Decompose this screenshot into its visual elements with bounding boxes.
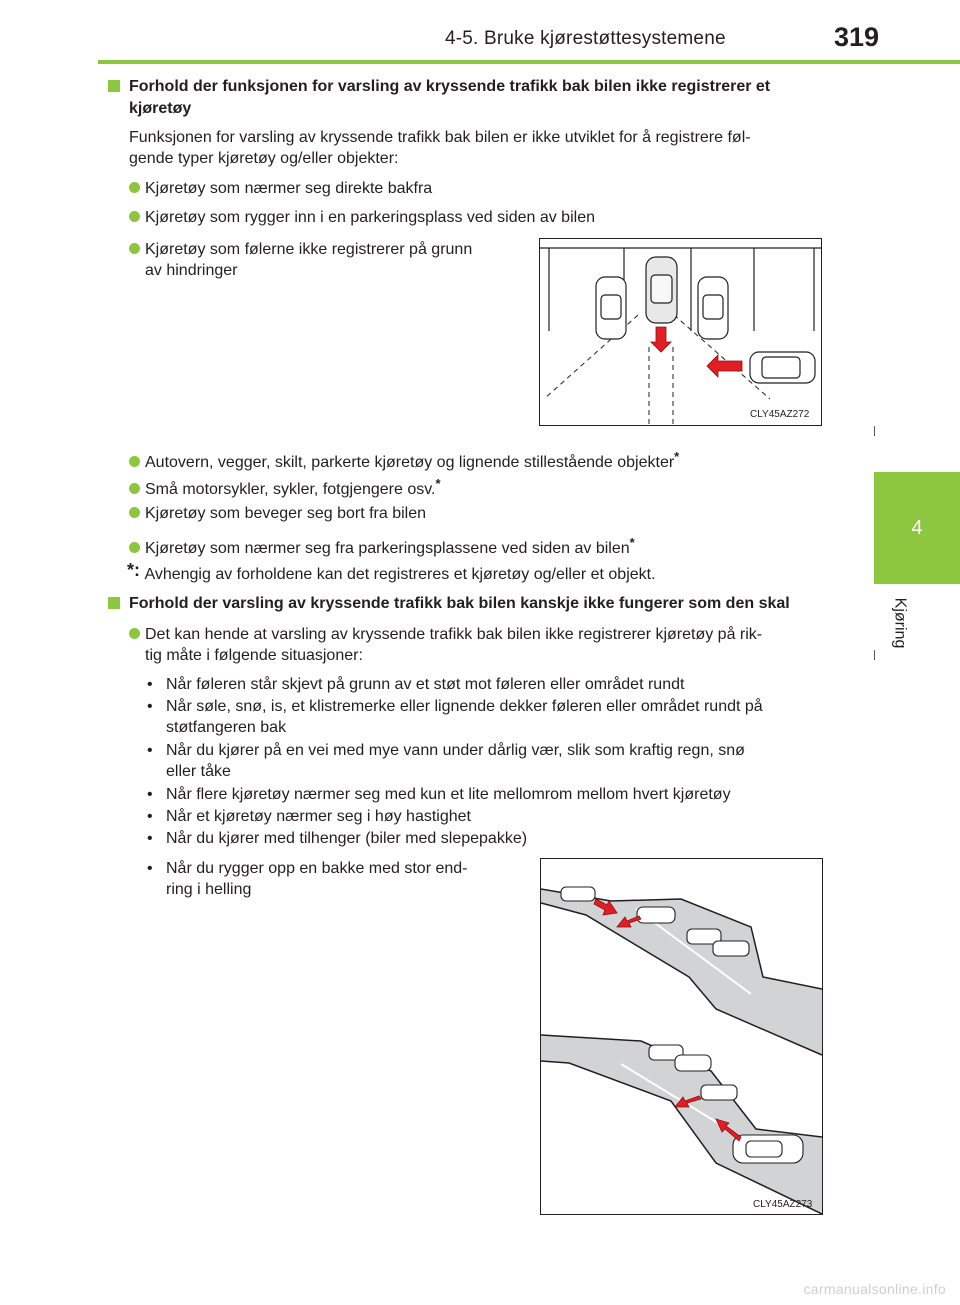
sub-item: • Når et kjøretøy nærmer seg i høy hastighet bbox=[147, 808, 471, 825]
page-number: 319 bbox=[834, 22, 880, 52]
round-bullet-icon bbox=[129, 483, 140, 494]
section-heading-cont: kjøretøy bbox=[129, 100, 192, 117]
figure-code: CLY45AZ273 bbox=[753, 1199, 813, 1210]
figure-code: CLY45AZ272 bbox=[750, 409, 810, 420]
list-item-cont: tig måte i følgende situasjoner: bbox=[145, 647, 363, 664]
margin-tick bbox=[874, 650, 875, 660]
list-item: Autovern, vegger, skilt, parkerte kjøretøy og lignende stillestående objekter* bbox=[129, 446, 679, 473]
list-item: Det kan hende at varsling av kryssende trafikk bak bilen ikke registrerer kjøretøy på rik- bbox=[129, 624, 762, 645]
list-item: Kjøretøy som nærmer seg direkte bakfra bbox=[129, 178, 432, 199]
round-bullet-icon bbox=[129, 182, 140, 193]
section-heading: Forhold der varsling av kryssende trafikk bak bilen kanskje ikke fungerer som den skal bbox=[108, 593, 790, 615]
sub-item: • Når du rygger opp en bakke med stor end- ring i helling bbox=[147, 860, 468, 898]
sub-item: • Når du kjører på en vei med mye vann under dårlig vær, slik som kraftig regn, snø eller tåke bbox=[147, 742, 745, 780]
round-bullet-icon bbox=[129, 243, 140, 254]
list-item: Små motorsykler, sykler, fotgjengere osv.* bbox=[129, 473, 441, 500]
sub-item: • Når flere kjøretøy nærmer seg med kun et lite mellomrom mellom hvert kjøretøy bbox=[147, 786, 731, 803]
section-title: 4-5. Bruke kjørestøttesystemene bbox=[445, 28, 726, 49]
section-heading: Forhold der funksjonen for varsling av kryssende trafikk bak bilen ikke registrerer et bbox=[108, 76, 770, 98]
round-bullet-icon bbox=[129, 542, 140, 553]
list-item: Kjøretøy som rygger inn i en parkeringsplass ved siden av bilen bbox=[129, 207, 595, 228]
round-bullet-icon bbox=[129, 456, 140, 467]
watermark: carmanualsonline.info bbox=[803, 1281, 946, 1297]
slope-diagram bbox=[541, 859, 822, 1214]
square-bullet-icon bbox=[108, 80, 120, 92]
list-item: Kjøretøy som nærmer seg fra parkeringsplassene ved siden av bilen* bbox=[129, 532, 635, 559]
slope-figure bbox=[540, 858, 823, 1215]
chapter-tab[interactable] bbox=[874, 472, 960, 584]
footnote: *: Avhengig av forholdene kan det registreres et kjøretøy og/eller et objekt. bbox=[127, 560, 656, 583]
parking-figure bbox=[539, 238, 822, 426]
intro-paragraph: Funksjonen for varsling av kryssende trafikk bak bilen er ikke utviklet for å registrere føl- gende typer kjøretøy og/eller objekter: bbox=[129, 129, 751, 167]
sub-item: • Når du kjører med tilhenger (biler med slepepakke) bbox=[147, 830, 528, 847]
sub-item: • Når føleren står skjevt på grunn av et støt mot føleren eller området rundt bbox=[147, 676, 685, 693]
round-bullet-icon bbox=[129, 628, 140, 639]
chapter-number: 4 bbox=[911, 517, 923, 539]
header-rule bbox=[98, 60, 960, 64]
list-item: Kjøretøy som følerne ikke registrerer på grunn bbox=[129, 239, 472, 260]
sub-item: • Når søle, snø, is, et klistremerke eller lignende dekker føleren eller området rundt på støtfangeren bak bbox=[147, 698, 763, 736]
round-bullet-icon bbox=[129, 507, 140, 518]
parking-diagram bbox=[540, 239, 821, 425]
square-bullet-icon bbox=[108, 597, 120, 609]
list-item: Kjøretøy som beveger seg bort fra bilen bbox=[129, 503, 426, 524]
chapter-label: Kjøring bbox=[891, 597, 909, 649]
list-item-cont: av hindringer bbox=[145, 262, 238, 279]
margin-tick bbox=[874, 426, 875, 436]
round-bullet-icon bbox=[129, 211, 140, 222]
